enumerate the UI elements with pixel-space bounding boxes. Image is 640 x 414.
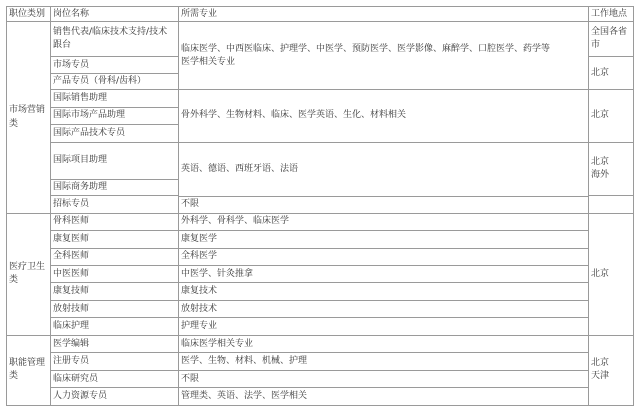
table-row: [7, 231, 634, 248]
major-general: 全科医学: [179, 248, 589, 265]
position-sales-rep: 销售代表/临床技术支持/技术跟台: [51, 22, 179, 57]
table-header-row: [7, 7, 634, 22]
table-row: [7, 335, 634, 352]
major-intl-language: 英语、德语、西班牙语、法语: [179, 142, 589, 196]
position-ortho-doctor: 骨科医师: [51, 213, 179, 230]
major-sales-rep: 临床医学、中西医临床、护理学、中医学、预防医学、医学影像、麻醉学、口腔医学、药学等: [181, 43, 551, 54]
major-registration: 医学、生物、材料、机械、护理: [179, 353, 589, 370]
position-intl-product-tech: 国际产品技术专员: [51, 125, 179, 142]
table-row: [7, 388, 634, 406]
position-bidding-specialist: 招标专员: [51, 196, 179, 213]
major-bidding: 不限: [179, 197, 589, 213]
major-rehab: 康复医学: [179, 231, 589, 248]
major-market-product: 医学相关专业: [181, 56, 236, 67]
major-tcm: 中医学、针灸推拿: [179, 266, 589, 283]
position-radiology-technician: 放射技师: [51, 300, 179, 317]
location-beijing-2: 北京: [589, 90, 634, 142]
position-medical-editor: 医学编辑: [51, 335, 179, 352]
header-position: 岗位名称: [51, 7, 179, 22]
location-beijing-1: 北京: [589, 57, 634, 90]
recruitment-table: [6, 6, 634, 406]
major-ortho: 外科学、骨科学、临床医学: [179, 213, 589, 230]
position-hr-specialist: 人力资源专员: [51, 388, 179, 406]
position-rehab-technician: 康复技师: [51, 283, 179, 300]
major-hr: 管理类、英语、法学、医学相关: [179, 388, 589, 406]
location-beijing-tianjin: 北京 天津: [589, 335, 634, 405]
table-row: [7, 353, 634, 370]
table-row: [7, 318, 634, 335]
location-nationwide: 全国各省市: [589, 22, 634, 57]
major-intl-group: 骨外科学、生物材料、临床、医学英语、生化、材料相关: [179, 90, 589, 142]
major-radiology: 放射技术: [179, 300, 589, 317]
header-category: 职位类别: [7, 7, 51, 22]
table-row: [7, 22, 634, 57]
table-row: [7, 142, 634, 161]
position-tcm-doctor: 中医医师: [51, 266, 179, 283]
table-row: [7, 283, 634, 300]
major-researcher: 不限: [179, 370, 589, 387]
category-medical: 医疗卫生类: [7, 213, 51, 335]
location-beijing-overseas: 北京 海外: [589, 142, 634, 195]
major-editor: 临床医学相关专业: [179, 335, 589, 352]
major-nursing: 护理专业: [179, 318, 589, 335]
major-rehab-tech: 康复技术: [179, 283, 589, 300]
table-row: [7, 370, 634, 387]
position-product-specialist: 产品专员（骨科/齿科）: [51, 73, 179, 89]
position-registration-specialist: 注册专员: [51, 353, 179, 370]
table-row: [7, 90, 634, 107]
position-clinical-researcher: 临床研究员: [51, 370, 179, 387]
position-clinical-nurse: 临床护理: [51, 318, 179, 335]
position-intl-business-asst: 国际商务助理: [51, 179, 179, 195]
header-major: 所需专业: [179, 7, 589, 22]
category-marketing: 市场营销类: [7, 22, 51, 213]
position-intl-sales-asst: 国际销售助理: [51, 90, 179, 107]
category-functional: 职能管理类: [7, 335, 51, 405]
table-row: [7, 213, 634, 230]
header-location: 工作地点: [589, 7, 634, 22]
location-beijing-3: 北京: [589, 213, 634, 335]
table-row: [7, 300, 634, 317]
position-intl-project-asst: 国际项目助理: [51, 142, 179, 179]
table-row: [7, 266, 634, 283]
position-general-doctor: 全科医师: [51, 248, 179, 265]
position-rehab-doctor: 康复医师: [51, 231, 179, 248]
position-intl-market-prod-asst: 国际市场产品助理: [51, 107, 179, 124]
location-empty: [589, 196, 634, 213]
position-market-specialist: 市场专员: [51, 57, 179, 73]
major-sales-market: [179, 22, 589, 90]
table-row: [7, 248, 634, 265]
